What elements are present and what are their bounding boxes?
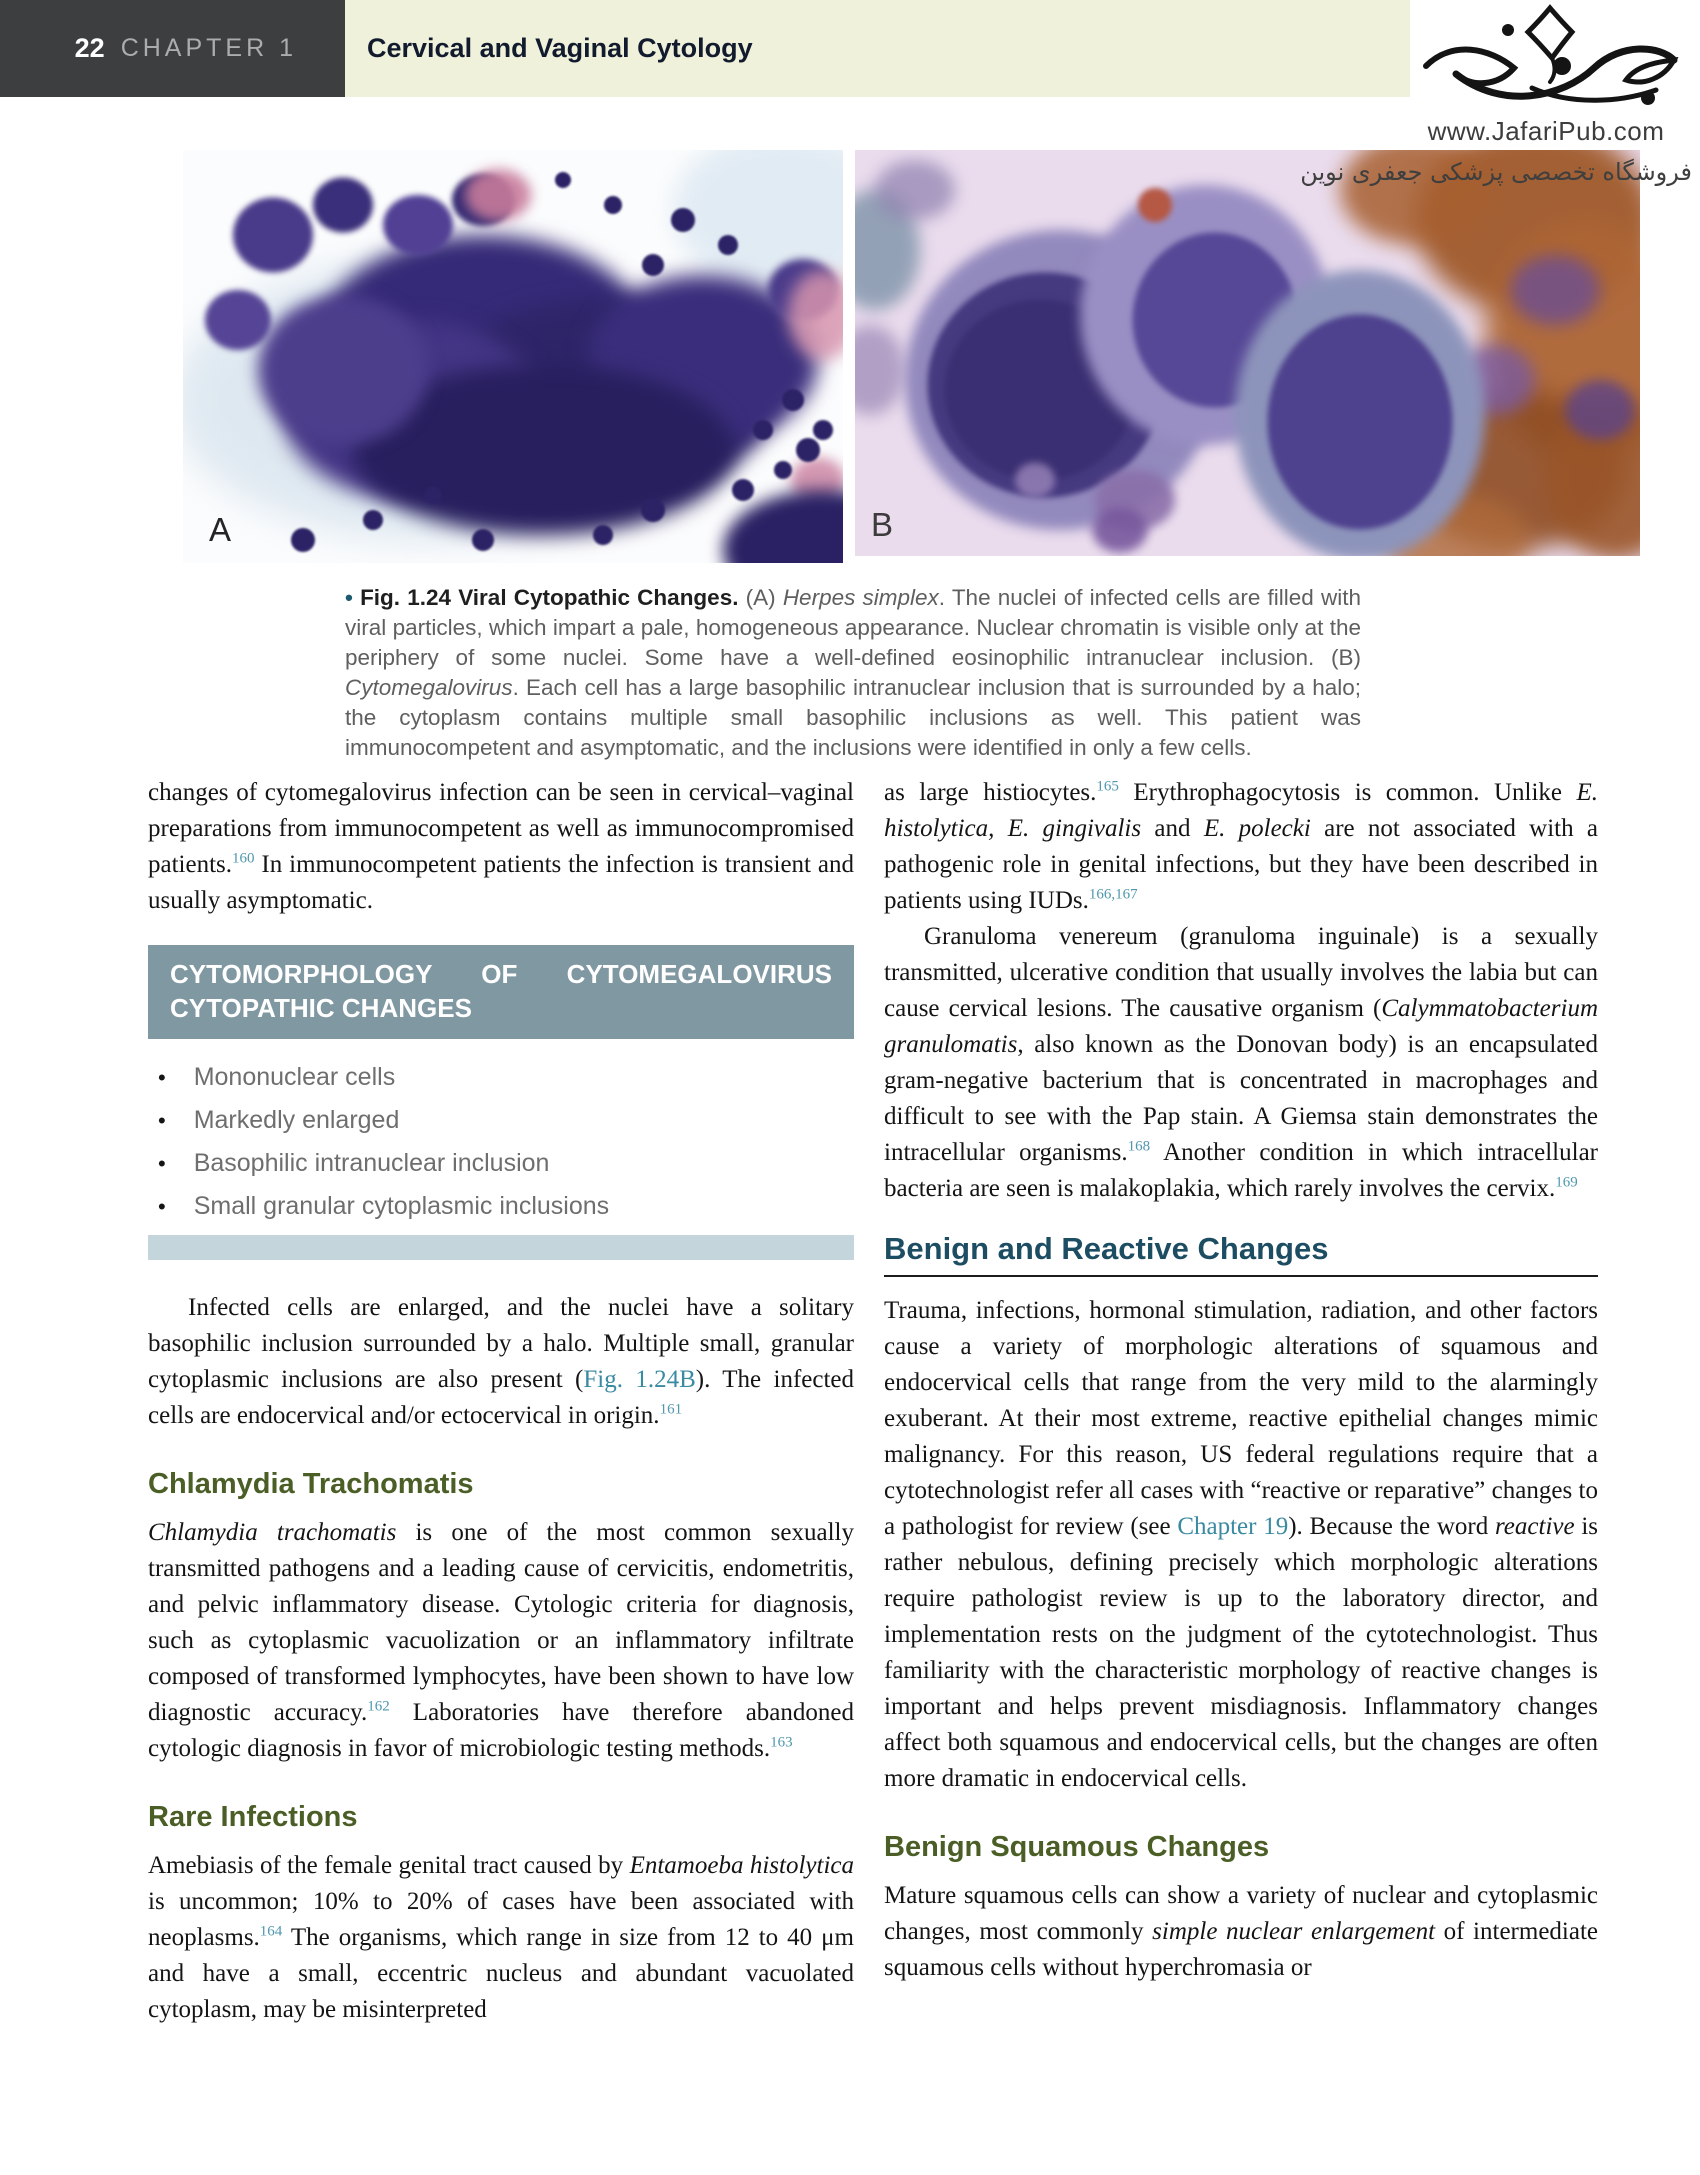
list-item	[158, 1192, 854, 1221]
paragraph: Chlamydia trachomatis is one of the most common sexually transmitted pathogens and a leading cause of cervicitis, endometritis, and pelvic inflammatory disease. Cytologic criteria for diagnosis, such as cytoplasmic vacuolization or an inflammatory infiltrate composed of transformed lymphocytes, have been shown to have low diagnostic accuracy.$^{162}$ Laboratories have therefore abandoned cytologic diagnosis in favor of microbiologic testing methods.$^{163}$	[148, 1518, 854, 1762]
paragraph: Mature squamous cells can show a variety of nuclear and cytoplasmic changes, most commonly simple nuclear enlargement of intermediate squamous cells without hyperchromasia or	[884, 1882, 1599, 1981]
figure-caption: • Fig. 1.24 Viral Cytopathic Changes. (A) Herpes simplex. The nuclei of infected cells are filled with viral particles, which impart a pale, homogeneous appearance. Nuclear chromatin is visible only at the periphery of some nuclei. Some have a well-defined eosinophilic intranuclear inclusion. (B) Cytomegalovirus. Each cell has a large basophilic intranuclear inclusion that is surrounded by a halo; the cytoplasm contains multiple small basophilic inclusions as well. This patient was immunocompetent and asymptomatic, and the inclusions were identified in only a few cells.	[345, 585, 1361, 760]
running-title: Cervical and Vaginal Cytology	[367, 33, 753, 63]
section-heading-benign-reactive: Benign and Reactive Changes	[884, 1231, 1329, 1266]
paragraph: Amebiasis of the female genital tract caused by Entamoeba histolytica is uncommon; 10% to 20% of cases have been associated with neoplasms.$^{164}$ The organisms, which range in size from 12 to 40 μm and have a small, eccentric nucleus and abundant vacuolated cytoplasm, may be misinterpreted	[148, 1851, 854, 2023]
reference-superscript: 169	[1555, 1174, 1578, 1191]
reference-superscript: 164	[259, 1923, 283, 1940]
reference-superscript: 161	[659, 1401, 683, 1418]
summary-box-list	[148, 1063, 854, 1221]
bullet-icon: •	[158, 1107, 166, 1133]
paragraph: changes of cytomegalovirus infection can be seen in cervical–vaginal preparations from immunocompetent as well as immunocompromised patients.$^{160}$ In immunocompetent patients the infection is transient and usually asymptomatic.	[148, 779, 854, 914]
page-number: 22	[74, 33, 105, 63]
paragraph: Infected cells are enlarged, and the nuclei have a solitary basophilic inclusion surrounded by a halo. Multiple small, granular cytoplasmic inclusions are also present (Fig. 1.24B). The infected cells are endocervical and/or ectocervical in origin.$^{161}$	[148, 1293, 855, 1429]
reference-superscript: 162	[367, 1698, 390, 1715]
heading-rule	[884, 1275, 1598, 1277]
reference-superscript: 168	[1127, 1138, 1151, 1155]
list-item-label: Basophilic intranuclear inclusion	[193, 1148, 550, 1177]
list-item	[158, 1106, 854, 1135]
header-chapter-block	[0, 0, 345, 97]
list-item-label: Mononuclear cells	[193, 1062, 396, 1091]
chapter-label: CHAPTER 1	[120, 34, 297, 62]
reference-superscript: 163	[770, 1734, 793, 1751]
micrograph-panel-a	[183, 150, 843, 563]
cytomorphology-summary-box	[148, 945, 854, 1260]
reference-superscript: 166,167	[1088, 886, 1138, 903]
list-item-label: Small granular cytoplasmic inclusions	[193, 1191, 610, 1220]
left-column	[148, 775, 854, 2028]
cross-reference-link[interactable]: Fig. 1.24B	[583, 1365, 696, 1393]
summary-box-title: CYTOMORPHOLOGY OF CYTOMEGALOVIRUS CYTOPATHIC CHANGES	[148, 945, 854, 1039]
micrograph-panel-b	[855, 150, 1640, 556]
publisher-overlay-text: فروشگاه تخصصی پزشکی جعفری نوین	[1300, 158, 1692, 186]
jafaripub-logo	[1412, 2, 1688, 116]
bullet-icon: •	[158, 1193, 166, 1219]
panel-a-label: A	[209, 511, 232, 548]
bullet-icon: •	[158, 1064, 166, 1090]
summary-box-footer-bar	[148, 1235, 854, 1260]
paragraph: Granuloma venereum (granuloma inguinale) is a sexually transmitted, ulcerative condition that usually involves the labia but can cause cervical lesions. The causative organism (Calymmatobacterium granulomatis, also known as the Donovan body) is an encapsulated gram-negative bacterium that is concentrated in macrophages and difficult to see with the Pap stain. A Giemsa stain demonstrates the intracellular organisms.$^{168}$ Another condition in which intracellular bacteria are seen is malakoplakia, which rarely involves the cervix.$^{169}$	[884, 923, 1598, 1202]
cross-reference-link[interactable]: Chapter 19	[1177, 1513, 1289, 1540]
publisher-url: www.JafariPub.com	[1427, 116, 1665, 146]
bullet-icon: •	[158, 1150, 166, 1176]
header-title-band	[345, 0, 1410, 97]
section-heading-benign-squamous: Benign Squamous Changes	[884, 1831, 1270, 1863]
section-heading-chlamydia: Chlamydia Trachomatis	[148, 1467, 474, 1500]
list-item-label: Markedly enlarged	[193, 1105, 400, 1134]
right-column	[884, 775, 1598, 1986]
reference-superscript: 160	[232, 850, 255, 867]
list-item	[158, 1149, 854, 1178]
paragraph: as large histiocytes.$^{165}$ Erythrophagocytosis is common. Unlike E. histolytica, E. gingivalis and E. polecki are not associated with a pathogenic role in genital infections, but they have been described in patients using IUDs.$^{166,167}$	[884, 778, 1599, 914]
list-item	[158, 1063, 854, 1092]
section-heading-rare-infections: Rare Infections	[148, 1800, 358, 1833]
calligraphy-logo-icon	[1412, 2, 1688, 116]
paragraph: Trauma, infections, hormonal stimulation, radiation, and other factors cause a variety of morphologic alterations of squamous and endocervical cells that range from the very mild to the alarmingly exuberant. At their most extreme, reactive epithelial changes mimic malignancy. For this reason, US federal regulations require that a cytotechnologist refer all cases with “reactive or reparative” changes to a pathologist for review (see Chapter 19). Because the word reactive is rather nebulous, defining precisely which morphologic alterations require pathologist review is up to the laboratory director, and implementation rests on the judgment of the cytotechnologist. Thus familiarity with the characteristic morphology of reactive changes is important and helps prevent misdiagnosis. Inflammatory changes affect both squamous and endocervical cells, but the changes are often more dramatic in endocervical cells.	[884, 1297, 1598, 1792]
panel-b-label: B	[871, 506, 894, 543]
reference-superscript: 165	[1096, 778, 1119, 795]
